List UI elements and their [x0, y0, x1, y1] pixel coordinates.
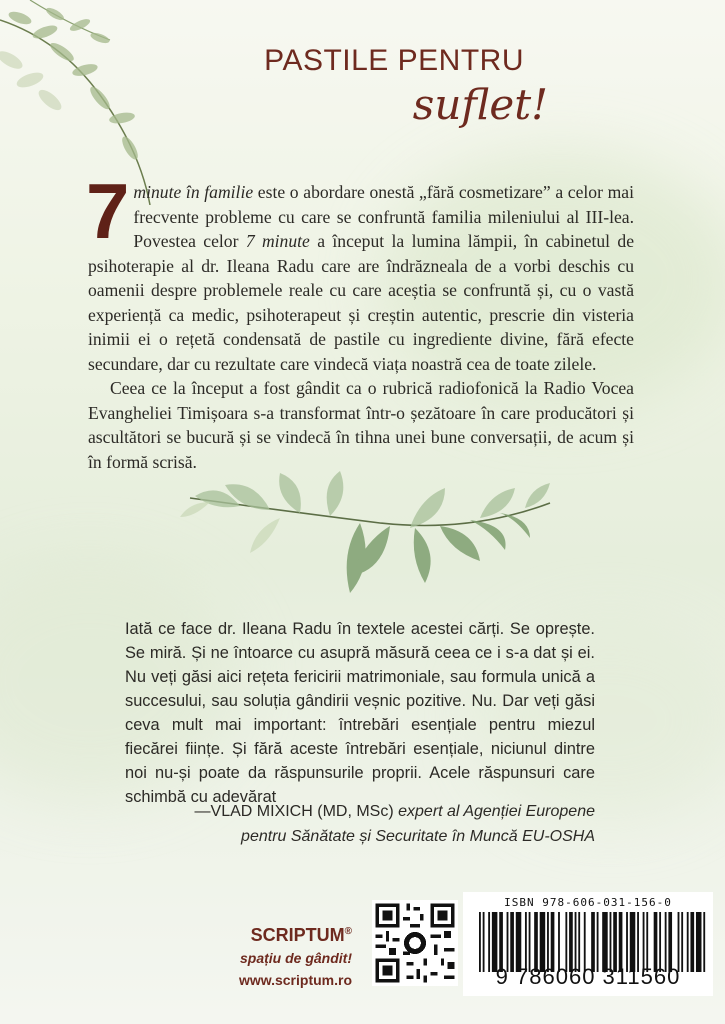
intro-text-a: este o abordare onestă „fără cosmetizare” a celor mai frecvente probleme cu care se confruntă familia mileniului al III-lea. Povestea celor — [133, 182, 634, 251]
endorsement-quote — [125, 617, 595, 809]
attribution-name: —VLAD MIXICH (MD, MSc) — [194, 803, 394, 820]
title-script: suflet! — [412, 80, 548, 129]
quote-attribution-line-1 — [160, 803, 595, 821]
attribution-role-1: expert al Agenției Europene — [393, 803, 595, 820]
publisher-url: www.scriptum.ro — [238, 972, 352, 988]
isbn-barcode — [463, 892, 713, 996]
intro-text-b: a început la lumina lămpii, în cabinetul de psihoterapie al dr. Ileana Radu care are îndrăzneala de a vorbi deschis cu oamenii despre problemele reale cu care aceștia se confruntă și, cu o vastă experiență ca medic, psihoterapeut și creștin autentic, prescrie din visteria inimii ei o rețetă condensată de pastile cu ingrediente divine, fără efecte secundare, dar cu rezultate care vindecă viața noastră cea de toate zilele. — [88, 231, 634, 374]
quote-text: Iată ce face dr. Ileana Radu în textele acestei cărți. Se oprește. Se miră. Și ne întoarce cu asupră măsură ceea ce i s-a dat și ei. Nu veți găsi aici rețeta fericirii matrimoniale, sau formula unică a succesului, sau soluția gândirii veșnic pozitive. Nu. Dar veți găsi ceva mult mai important: întrebări esențiale pentru miezul fiecărei ființe. Și fără aceste întrebări esențiale, niciunul dintre noi nu-și poate da răspunsurile proprii. Acele răspunsuri care schimbă cu adevărat — [125, 620, 595, 806]
isbn-label: ISBN 978-606-031-156-0 — [504, 896, 672, 909]
ean-number: 9 786060 311560 — [495, 964, 681, 989]
barcode-icon — [479, 912, 707, 972]
intro-paragraph-1 — [86, 167, 634, 376]
title-main: PASTILE PENTRU — [264, 44, 524, 77]
dropcap: 7 — [86, 167, 130, 255]
intro-italic-a: minute în familie — [133, 182, 254, 202]
intro-text — [86, 167, 634, 474]
attribution-role-2: pentru Sănătate și Securitate în Muncă EU-OSHA — [241, 828, 595, 845]
intro-paragraph-2: Ceea ce la început a fost gândit ca o rubrică radiofonică la Radio Vocea Evangheliei Timișoara s-a transformat într-o șezătoare în care producători și ascultători se bucură și se vindecă în tihna unei bune conversații, de acum și în formă scrisă. — [88, 378, 634, 472]
publisher-tagline: spațiu de gândit! — [240, 950, 352, 966]
publisher-block — [222, 920, 352, 991]
publisher-name: SCRIPTUM® — [250, 925, 352, 945]
qr-code-icon — [372, 900, 458, 986]
intro-italic-b: 7 minute — [245, 231, 310, 251]
leaf-branch-icon — [180, 468, 560, 608]
